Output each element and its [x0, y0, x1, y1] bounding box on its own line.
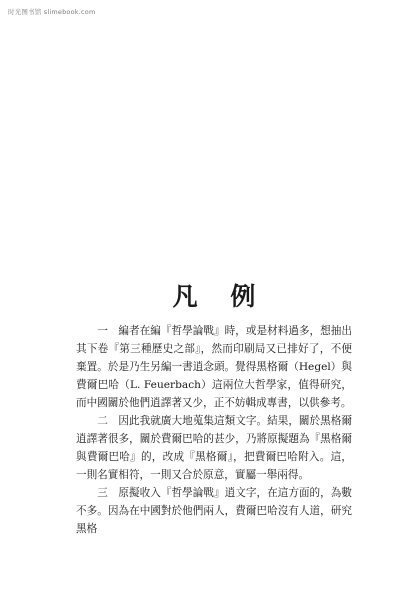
watermark: 时光图书馆 slimebook.com	[8, 8, 96, 16]
page-title: 凡 例	[172, 282, 268, 311]
paragraph-2: 二 因此我就廣大地蒐集這類文字。結果，關於黑格爾逍譯著很多，關於費爾巴哈的甚少，乃將原擬題為『黑格爾與費爾巴哈』的，改成『黑格爾』，把費爾巴哈附入。這，一則名實相符，一則又合於原意，實屬一舉兩得。	[76, 415, 352, 481]
paragraph-3: 三 原擬收入『哲學論戰』逍文字，在這方面的，為數不多。因為在中國對於他們兩人，費爾巴哈沒有人道，研究黑格	[76, 487, 352, 535]
document-page	[76, 282, 352, 538]
paragraph-1: 一 編者在編『哲學論戰』時，或是材料過多，想抽出其下卷『第三種歷史之部』，然而印刷局又已排好了，不便棄置。於是乃生另編一書逍念頭。覺得黑格爾（Hegel）與費爾巴哈（L. Feuerbach）這兩位大哲學家，值得研究，而中國關於他們逍譯著又少，正不妨輯成專書，以供參考。	[76, 325, 352, 409]
body-text	[76, 322, 352, 538]
